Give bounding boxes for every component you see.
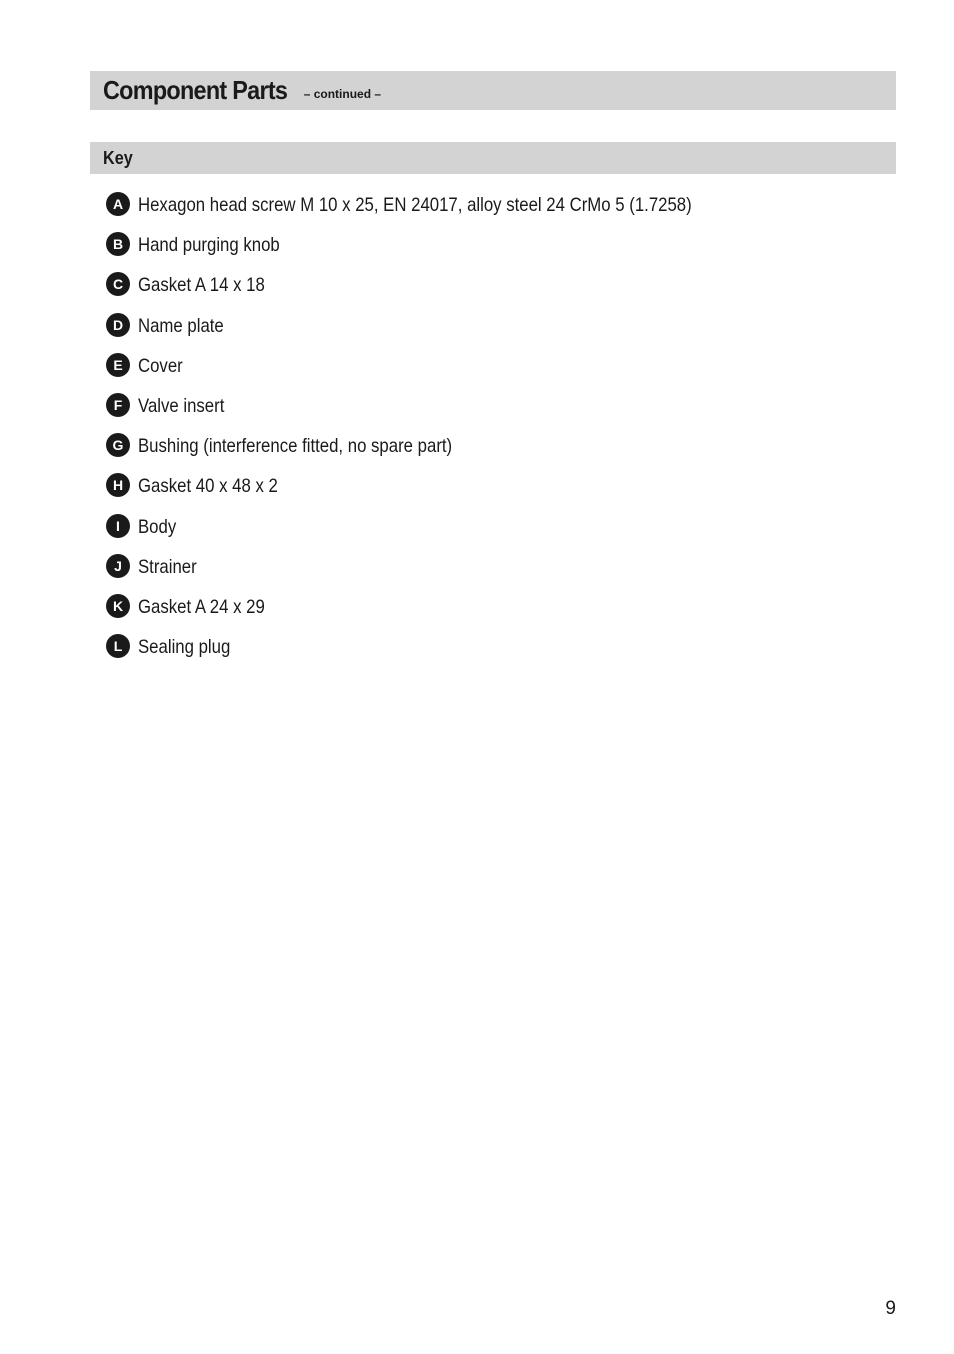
key-list — [106, 192, 782, 674]
key-marker-a: A — [106, 192, 130, 216]
key-marker-i: I — [106, 514, 130, 538]
key-item-g — [106, 433, 782, 473]
key-text-b: Hand purging knob — [138, 234, 280, 257]
key-item-k — [106, 594, 782, 634]
key-item-b — [106, 232, 782, 272]
key-marker-l: L — [106, 634, 130, 658]
key-text-i: Body — [138, 515, 177, 538]
page-title: Component Parts — [103, 75, 288, 105]
key-item-i — [106, 514, 782, 554]
key-text-h: Gasket 40 x 48 x 2 — [138, 475, 278, 498]
key-marker-c: C — [106, 272, 130, 296]
key-marker-b: B — [106, 232, 130, 256]
key-marker-j: J — [106, 554, 130, 578]
key-marker-g: G — [106, 433, 130, 457]
key-marker-f: F — [106, 393, 130, 417]
key-marker-e: E — [106, 353, 130, 377]
key-item-e — [106, 353, 782, 393]
key-text-e: Cover — [138, 354, 183, 377]
key-item-a — [106, 192, 782, 232]
key-item-h — [106, 473, 782, 513]
key-item-f — [106, 393, 782, 433]
key-section-header — [90, 142, 896, 174]
key-section-title: Key — [103, 147, 133, 168]
key-marker-d: D — [106, 313, 130, 337]
key-text-k: Gasket A 24 x 29 — [138, 595, 265, 618]
key-item-l — [106, 634, 782, 674]
key-item-c — [106, 272, 782, 312]
key-text-g: Bushing (interference fitted, no spare part) — [138, 435, 453, 458]
key-item-j — [106, 554, 782, 594]
page-number: 9 — [885, 1298, 896, 1319]
key-text-l: Sealing plug — [138, 636, 231, 659]
key-text-d: Name plate — [138, 314, 224, 337]
key-text-f: Valve insert — [138, 394, 225, 417]
key-marker-h: H — [106, 473, 130, 497]
page-title-bar — [90, 71, 896, 110]
key-text-c: Gasket A 14 x 18 — [138, 274, 265, 297]
key-marker-k: K — [106, 594, 130, 618]
key-text-j: Strainer — [138, 555, 197, 578]
page-title-continued: – continued – — [303, 86, 382, 101]
key-item-d — [106, 313, 782, 353]
key-text-a: Hexagon head screw M 10 x 25, EN 24017, alloy steel 24 CrMo 5 (1.7258) — [138, 194, 692, 216]
